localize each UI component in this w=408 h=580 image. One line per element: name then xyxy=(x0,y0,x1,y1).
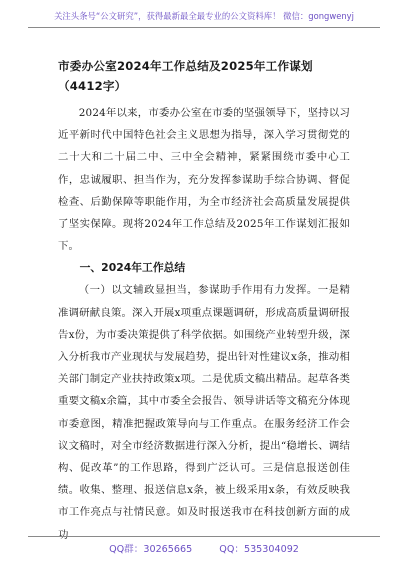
footer-contact xyxy=(0,541,408,555)
footer-qq: QQ：535304092 xyxy=(219,544,299,555)
header-watermark-note: 关注头条号“公文研究”，获得最新最全最专业的公文资料库！ 微信：gongwenyj xyxy=(54,11,354,21)
header-divider xyxy=(28,27,380,28)
section-heading: 一、2024年工作总结 xyxy=(79,261,186,275)
footer-qq-group: QQ群：30265665 xyxy=(109,544,193,555)
footer-divider xyxy=(28,536,380,537)
section-paragraph: （一）以文辅政显担当，参谋助手作用有力发挥。一是精准调研献良策。深入开展x项重点课题调研，形成高质量调研报告x份，为市委决策提供了科学依据。如围绕产业转型升级，深入分析我市产业现状与发展趋势，提出针对性建议x条，推动相关部门制定产业扶持政策x项。二是优质文稿出精品。起草各类重要文稿x余篇，其中市委全会报告、领导讲话等文稿充分体现市委意图，精准把握政策导向与工作重点。在服务经济工作会议文稿时，对全市经济数据进行深入分析，提出“稳增长、调结构、促改革”的工作思路，得到广泛认可。三是信息报送创佳绩。收集、整理、报送信息x条，被上级采用x条，有效反映我市工作亮点与社情民意。如及时报送我市在科技创新方面的成功 xyxy=(58,284,350,541)
document-body xyxy=(58,56,350,546)
intro-paragraph: 2024年以来，市委办公室在市委的坚强领导下，坚持以习近平新时代中国特色社会主义思想为指导，深入学习贯彻党的二十大和二十届二中、三中全会精神，紧紧围绕市委中心工作，忠诚履职、担当作为，充分发挥参谋助手综合协调、督促检查、后勤保障等职能作用，为全市经济社会高质量发展提供了坚实保障。现将2024年工作总结及2025年工作谋划汇报如下。 xyxy=(58,107,350,253)
document-title: 市委办公室2024年工作总结及2025年工作谋划（4412字） xyxy=(58,59,313,93)
